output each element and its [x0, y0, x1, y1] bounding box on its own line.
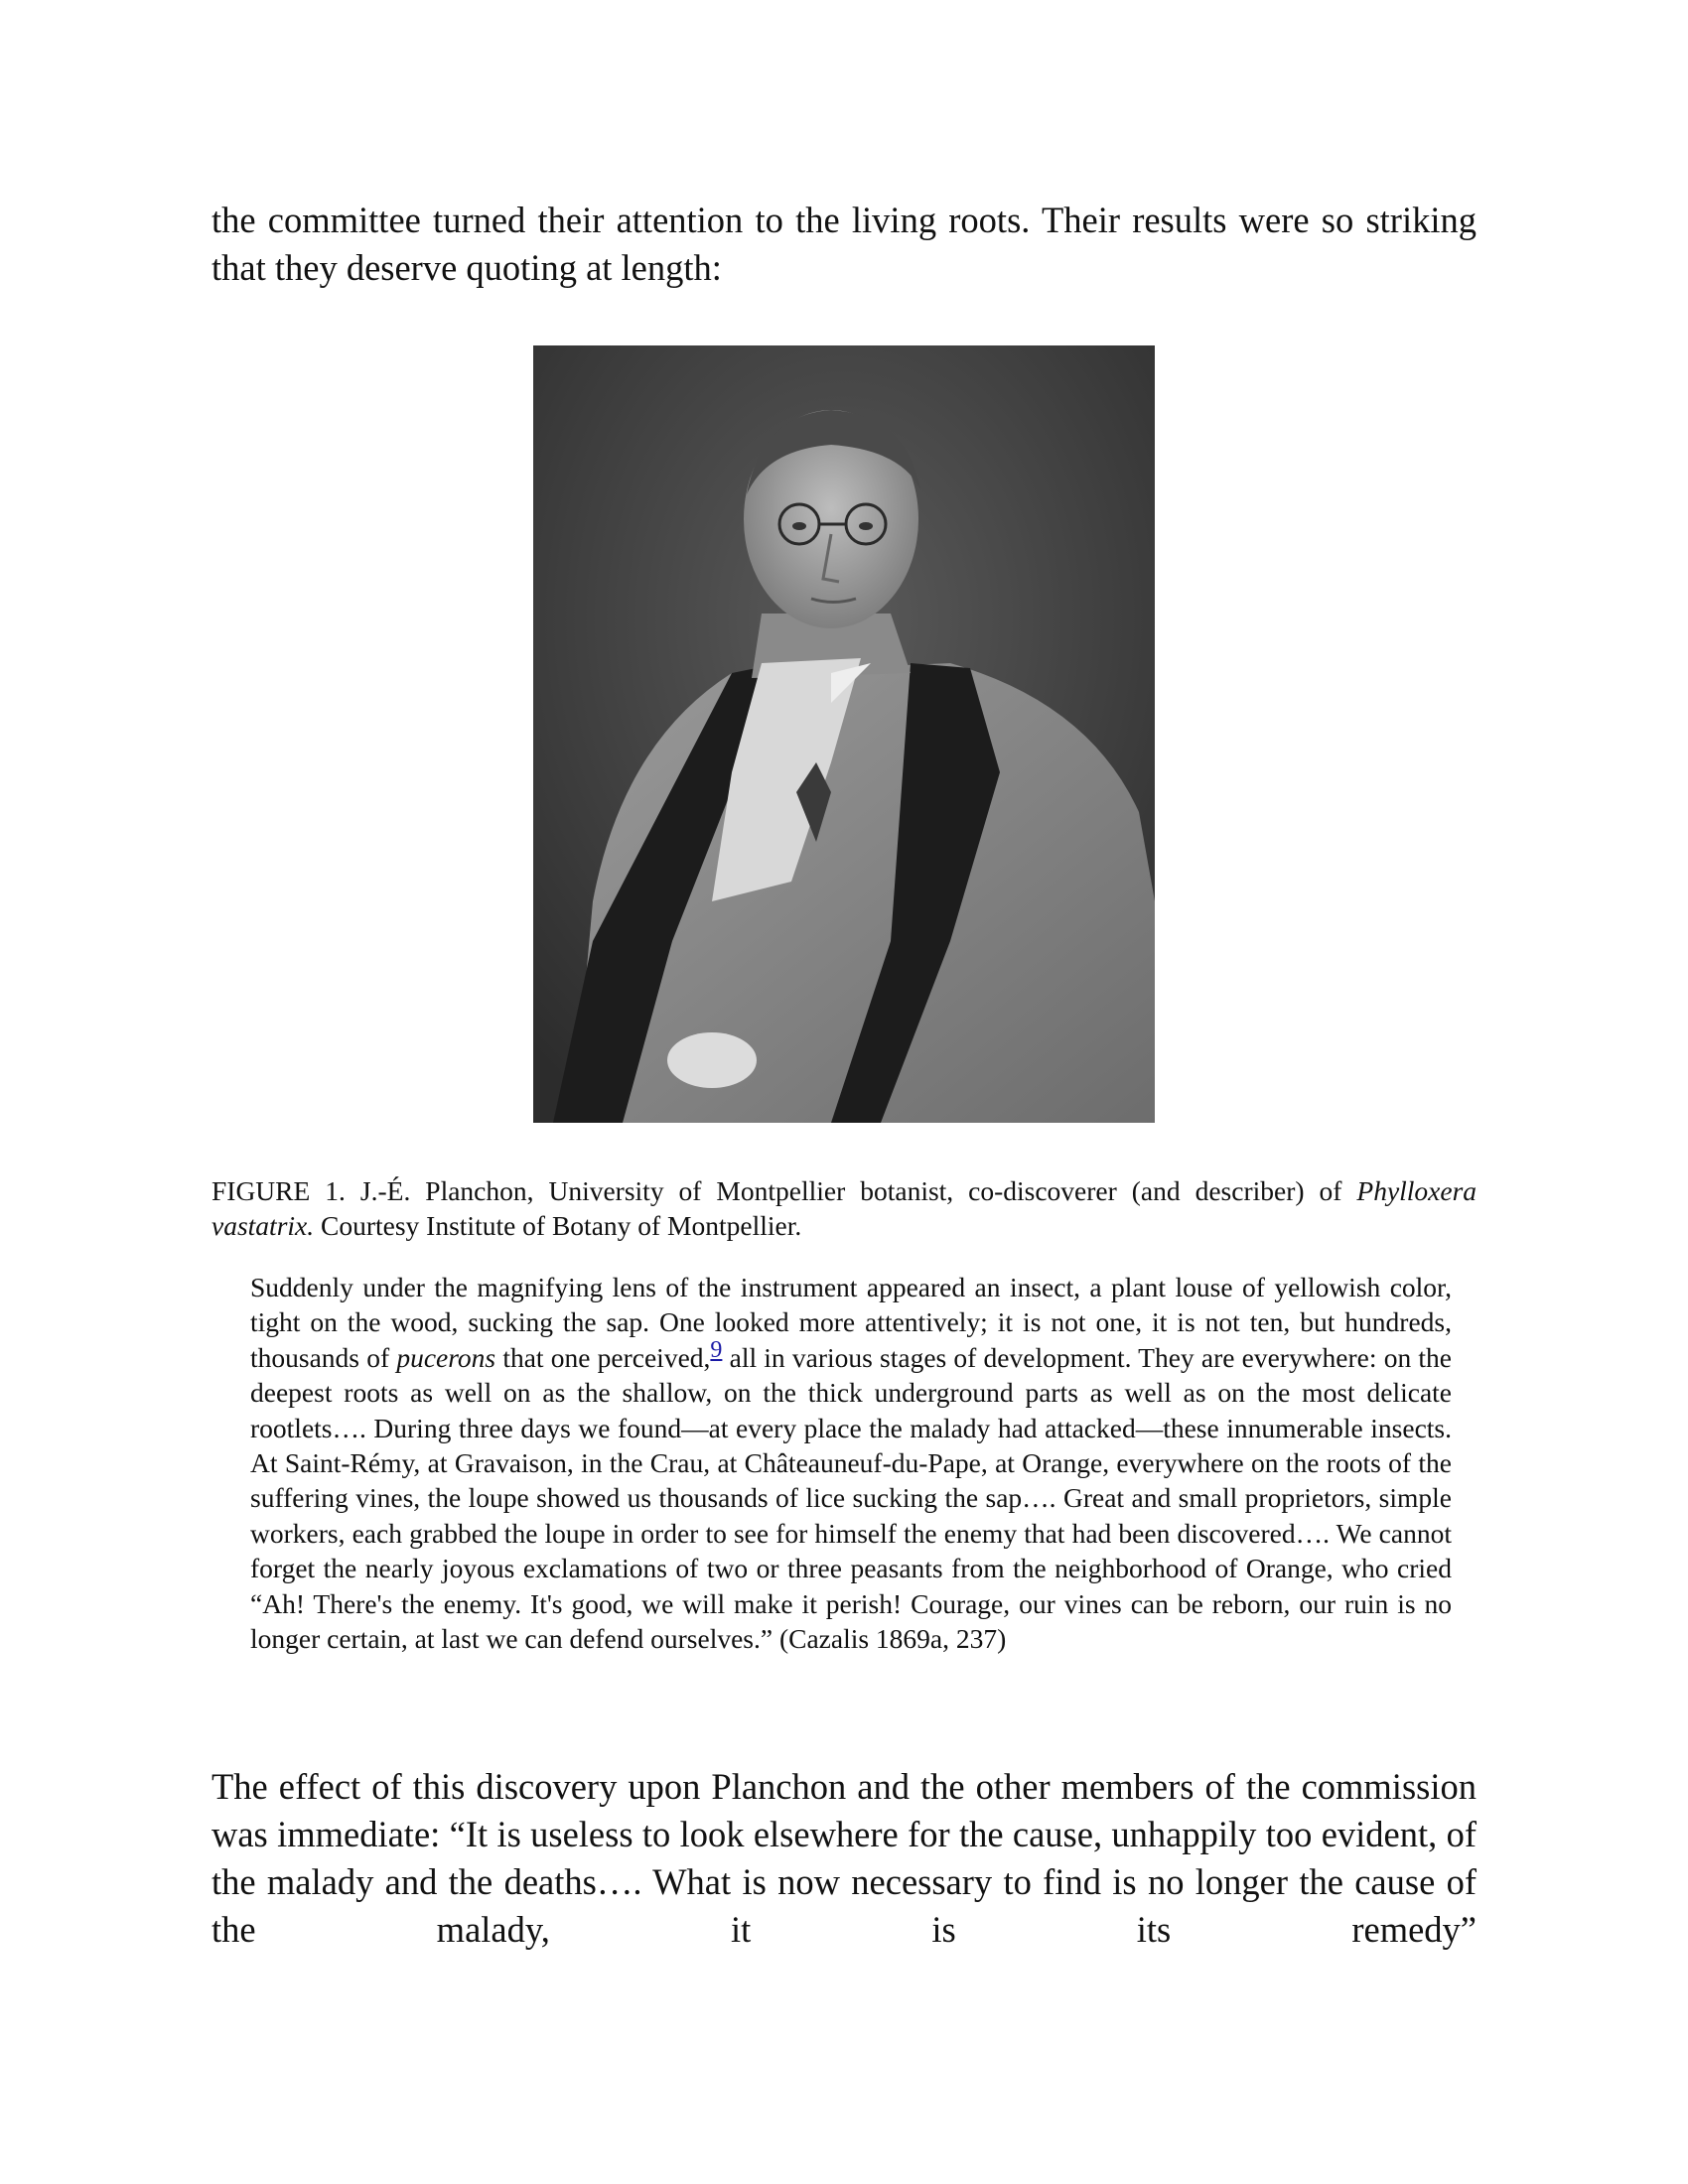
footnote-link[interactable]: 9: [710, 1336, 723, 1363]
quote-part-3: all in various stages of development. They are everywhere: on the deepest roots as well on as the shallow, on the thick underground parts as well as on the most delicate rootlets…. During three days we found—at every place the malady had attacked—these innumerable insects. At Saint-Rémy, at Gravaison, in the Crau, at Châteauneuf-du-Pape, at Orange, everywhere on the roots of the suffering vines, the loupe showed us thousands of lice sucking the sap…. Great and small proprietors, simple workers, each grabbed the loupe in order to see for himself the enemy that had been discovered…. We cannot forget the nearly joyous exclamations of two or three peasants from the neighborhood of Orange, who cried “Ah! There's the enemy. It's good, we will make it perish! Courage, our vines can be reborn, our ruin is no longer certain, at last we can defend ourselves.” (Cazalis 1869a, 237): [250, 1341, 1453, 1655]
intro-paragraph: the committee turned their attention to the living roots. Their results were so striking that they deserve quoting at length:: [211, 200, 1477, 288]
caption-species: Phylloxera vastatrix.: [211, 1175, 1477, 1241]
quote-italic-word: pucerons: [396, 1341, 496, 1373]
figure-caption: [211, 1173, 1477, 1243]
caption-text: J.-É. Planchon, University of Montpellier botanist, co-discoverer (and describer) of: [359, 1175, 1342, 1206]
planchon-portrait-image: [533, 345, 1155, 1123]
portrait-illustration: [533, 345, 1155, 1123]
quote-part-1: Suddenly under the magnifying lens of the instrument appeared an insect, a plant louse of yellowish color, tight on the wood, sucking the sap. One looked more attentively; it is not one, it is not ten, but hundreds, thousands of: [250, 1272, 1452, 1373]
caption-label: FIGURE 1.: [211, 1175, 346, 1206]
closing-paragraph: The effect of this discovery upon Planchon and the other members of the commission was immediate: “It is useless to look elsewhere for the cause, unhappily too evident, of the malady and the deaths…. What is now necessary to find is no longer the cause of the malady, it is its remedy”: [211, 1766, 1477, 1950]
quote-part-2: that one perceived,: [502, 1341, 711, 1373]
block-quote: [250, 1270, 1452, 1656]
caption-credit: Courtesy Institute of Botany of Montpellier.: [321, 1210, 802, 1241]
